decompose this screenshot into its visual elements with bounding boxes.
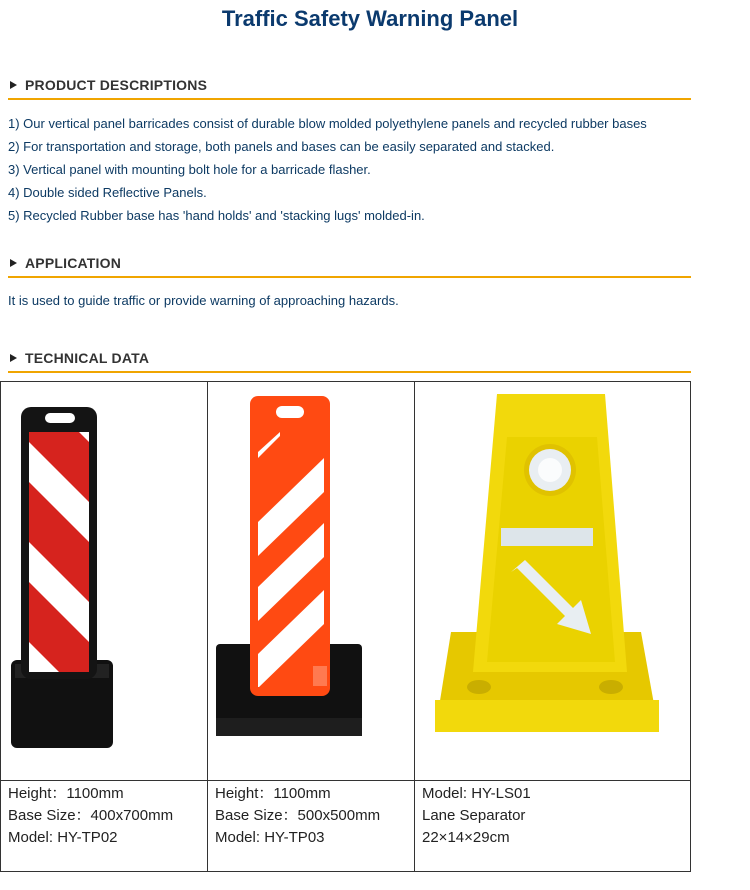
description-list	[8, 112, 708, 227]
list-item: 4) Double sided Reflective Panels.	[8, 185, 207, 200]
section-header-descriptions	[8, 77, 691, 97]
list-item: 2) For transportation and storage, both panels and bases can be easily separated and stacked.	[8, 139, 555, 154]
section-heading: TECHNICAL DATA	[25, 350, 150, 366]
bullet-arrow-icon	[10, 259, 17, 267]
bullet-arrow-icon	[10, 81, 17, 89]
section-divider	[8, 276, 691, 278]
section-divider	[8, 98, 691, 100]
product-column-ls01	[415, 382, 690, 871]
section-header-application	[8, 255, 691, 275]
list-item: 3) Vertical panel with mounting bolt hole for a barricade flasher.	[8, 162, 371, 177]
spec-height: Height：1100mm	[8, 785, 124, 802]
spec-height: Height：1100mm	[215, 785, 331, 802]
product-column-tp03	[208, 382, 415, 871]
page-title: Traffic Safety Warning Panel	[221, 6, 519, 31]
spec-model: Model: HY-TP02	[8, 829, 118, 846]
section-divider	[8, 371, 691, 373]
product-column-tp02	[1, 382, 208, 871]
product-image-red-panel	[1, 382, 207, 780]
bullet-arrow-icon	[10, 354, 17, 362]
spec-base-size: Base Size：400x700mm	[8, 807, 174, 824]
spec-cell	[1, 780, 207, 871]
section-heading: APPLICATION	[25, 255, 122, 271]
spec-type: Lane Separator	[422, 807, 526, 824]
section-heading: PRODUCT DESCRIPTIONS	[25, 77, 208, 93]
section-header-technical	[8, 350, 691, 370]
list-item: 5) Recycled Rubber base has 'hand holds' and 'stacking lugs' molded-in.	[8, 208, 425, 223]
spec-cell	[415, 780, 690, 871]
spec-base-size: Base Size：500x500mm	[215, 807, 381, 824]
product-image-lane-separator	[415, 382, 690, 780]
spec-model: Model: HY-LS01	[422, 785, 531, 802]
application-text: It is used to guide traffic or provide warning of approaching hazards.	[8, 293, 399, 308]
product-image-orange-panel	[208, 382, 414, 780]
technical-data-table	[0, 381, 691, 872]
spec-dimensions: 22×14×29cm	[422, 829, 510, 846]
list-item: 1) Our vertical panel barricades consist of durable blow molded polyethylene panels and recycled rubber bases	[8, 116, 647, 131]
spec-cell	[208, 780, 414, 871]
spec-model: Model: HY-TP03	[215, 829, 325, 846]
